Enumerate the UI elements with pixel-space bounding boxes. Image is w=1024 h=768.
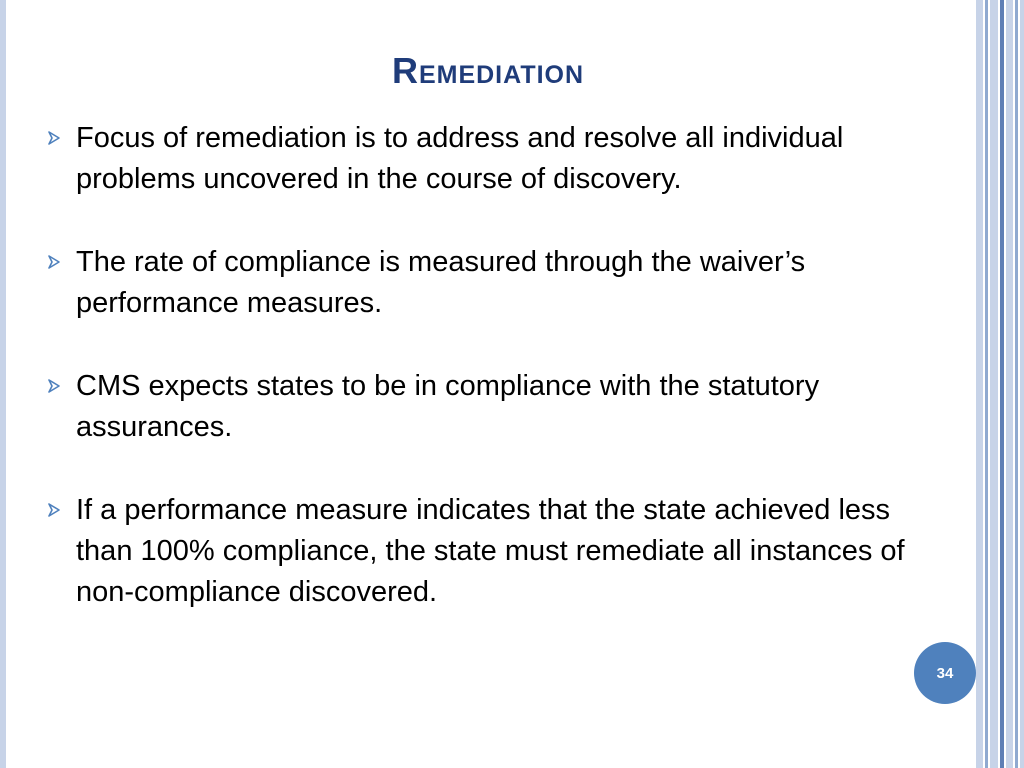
bullet-text: CMS expects states to be in compliance with the statutory assurances.: [76, 370, 820, 443]
stripe: [985, 0, 988, 768]
bullet-item: [46, 118, 946, 200]
bullet-text: If a performance measure indicates that the state achieved less than 100% compliance, the state must remediate all instances of non-compliance discovered.: [76, 494, 905, 608]
bullet-text: Focus of remediation is to address and resolve all individual problems uncovered in the course of discovery.: [76, 122, 844, 195]
stripe: [1000, 0, 1004, 768]
bullet-item: [46, 490, 946, 613]
arrow-bullet-icon: [46, 118, 76, 146]
bullet-list: [46, 118, 946, 655]
stripe: [1020, 0, 1024, 768]
arrow-bullet-icon: [46, 366, 76, 394]
bullet-text: The rate of compliance is measured through the waiver’s performance measures.: [76, 246, 806, 319]
bullet-item: [46, 242, 946, 324]
slide-title: Remediation: [391, 50, 585, 91]
stripe: [976, 0, 983, 768]
arrow-bullet-icon: [46, 490, 76, 518]
stripe: [1015, 0, 1018, 768]
bullet-item: [46, 366, 946, 448]
page-number-badge: 34: [914, 642, 976, 704]
stripe: [1006, 0, 1013, 768]
right-decorative-stripes: [976, 0, 1024, 768]
stripe: [990, 0, 998, 768]
left-border-rule: [0, 0, 6, 768]
arrow-bullet-icon: [46, 242, 76, 270]
